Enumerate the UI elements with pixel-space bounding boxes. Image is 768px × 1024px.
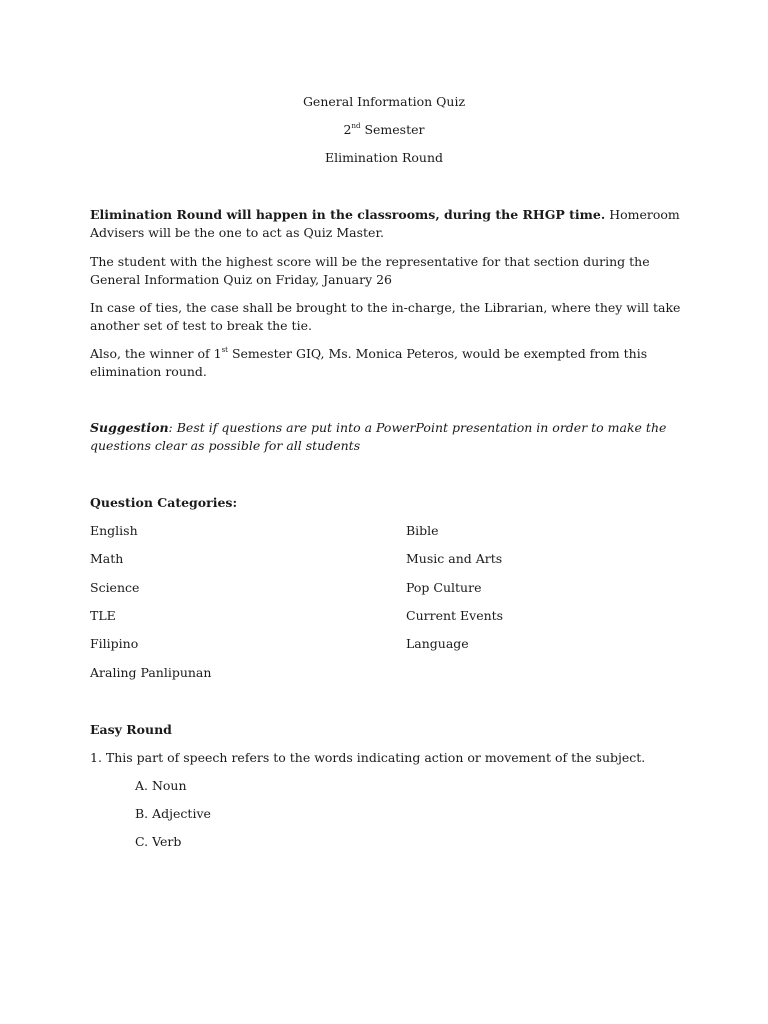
intro-paragraph-1 bbox=[90, 206, 685, 242]
category-item: Filipino bbox=[90, 636, 139, 651]
category-item: Music and Arts bbox=[406, 551, 503, 566]
answer-option: A. Noun bbox=[135, 778, 187, 793]
category-item: Araling Panlipunan bbox=[90, 665, 212, 680]
semester-suffix: nd bbox=[351, 122, 361, 130]
category-item: Current Events bbox=[406, 608, 504, 623]
intro-p4-start: Also, the winner of 1 bbox=[90, 346, 222, 361]
semester-word: Semester bbox=[364, 122, 425, 137]
category-item: English bbox=[90, 523, 138, 538]
intro-p4-suffix: st bbox=[221, 346, 228, 354]
category-item: TLE bbox=[90, 608, 116, 623]
document-title: General Information Quiz bbox=[302, 94, 466, 109]
semester-number: 2 bbox=[343, 122, 352, 137]
answer-option: C. Verb bbox=[135, 834, 182, 849]
category-item: Language bbox=[406, 636, 469, 651]
intro-rest-text: Homeroom Advisers will be the one to act as Quiz Master. bbox=[90, 207, 680, 240]
category-item: Bible bbox=[406, 523, 439, 538]
intro-p4-end: Semester GIQ, Ms. Monica Peteros, would be exempted from this elimination round. bbox=[90, 346, 648, 379]
suggestion-paragraph bbox=[90, 419, 685, 455]
suggestion-label: Suggestion bbox=[90, 420, 169, 435]
category-item: Pop Culture bbox=[406, 580, 482, 595]
semester-line bbox=[0, 122, 768, 138]
intro-paragraph-3: In case of ties, the case shall be brought to the in-charge, the Librarian, where they will take another set of test to break the tie. bbox=[90, 300, 681, 333]
intro-paragraph-2: The student with the highest score will be the representative for that section during the General Information Quiz on Friday, January 26 bbox=[90, 254, 650, 287]
suggestion-text: : Best if questions are put into a PowerPoint presentation in order to make the questions clear as possible for all students bbox=[90, 420, 667, 453]
easy-round-heading: Easy Round bbox=[90, 722, 172, 737]
round-title: Elimination Round bbox=[324, 150, 444, 165]
answer-option: B. Adjective bbox=[135, 806, 211, 821]
question-text: 1. This part of speech refers to the words indicating action or movement of the subject. bbox=[90, 750, 646, 765]
category-item: Science bbox=[90, 580, 140, 595]
categories-heading: Question Categories: bbox=[90, 495, 238, 510]
intro-paragraph-4 bbox=[90, 345, 685, 381]
category-item: Math bbox=[90, 551, 124, 566]
intro-bold-text: Elimination Round will happen in the classrooms, during the RHGP time. bbox=[90, 207, 606, 222]
